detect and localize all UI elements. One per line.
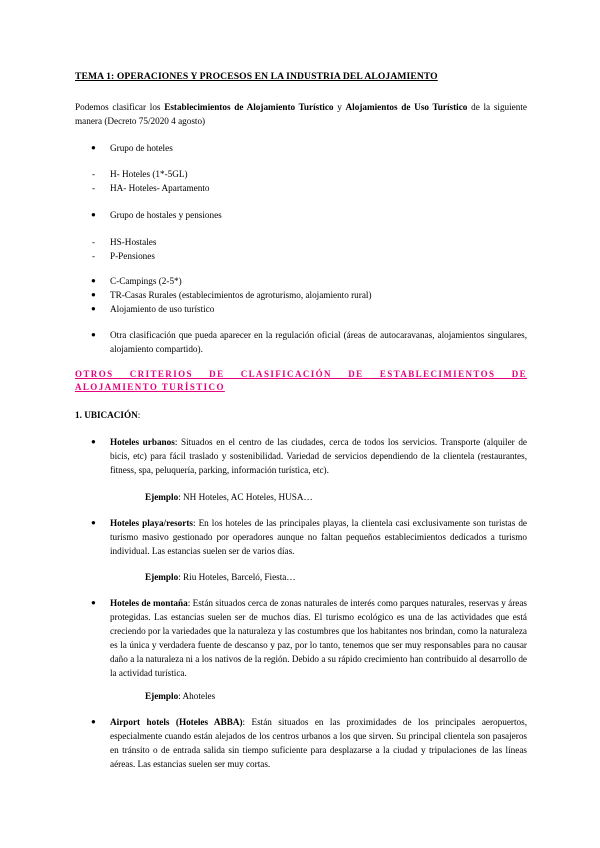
section-name: UBICACIÓN (84, 410, 138, 420)
list-item-label: TR-Casas Rurales (establecimientos de agroturismo, alojamiento rural) (110, 290, 372, 300)
bullet-icon: ● (91, 304, 96, 313)
example-line (145, 490, 313, 504)
item-term: Hoteles de montaña (110, 598, 188, 608)
bullet-icon: ● (91, 276, 96, 285)
example-label: Ejemplo (145, 691, 179, 701)
bullet-icon: ● (91, 437, 96, 446)
bullet-icon: ● (91, 330, 96, 339)
intro-bold-2: Alojamientos de Uso Turístico (345, 102, 468, 112)
section-heading (75, 408, 140, 422)
list-item-label: C-Campings (2-5*) (110, 276, 182, 286)
item-body (110, 435, 527, 477)
item-body (110, 516, 527, 558)
bullet-icon: ● (91, 518, 96, 527)
list-item-label: P-Pensiones (110, 251, 155, 261)
dash-icon: - (92, 169, 96, 179)
bullet-icon: ● (91, 143, 96, 152)
bullet-icon: ● (91, 598, 96, 607)
example-line (145, 689, 215, 703)
intro-paragraph (75, 100, 527, 128)
intro-bold-1: Establecimientos de Alojamiento Turístico (164, 102, 334, 112)
section-colon: : (137, 410, 141, 420)
item-text: : Están situados cerca de zonas naturales de interés como parques naturales, reservas y áreas protegidas. Las estancias suelen ser de muchos días. El turismo ecológico es una de las actividades que está creciendo por la variedades que la naturaleza y las costumbres que los habitantes nos brindan, como la naturaleza es la única y verdadera fuente de descanso y paz, por lo tanto, tenemos que ser muy responsables para no causar daño a la naturaleza ni a los nativos de la región. Debido a su rápido crecimiento han contribuido al desarrollo de la actividad turística. (110, 598, 528, 678)
item-body (110, 596, 527, 680)
list-item-label: HS-Hostales (110, 237, 157, 247)
list-item-label: H- Hoteles (1*-5GL) (110, 169, 188, 179)
example-label: Ejemplo (145, 572, 179, 582)
item-text: : Situados en el centro de las ciudades, cerca de todos los servicios. Transporte (alquiler de bicis, etc) para fácil traslado y sostenibilidad. Variedad de servicios dependiendo de la clientela (restaurantes, fitness, spa, peluquería, parking, información turística, etc). (110, 437, 527, 475)
bullet-icon: ● (91, 290, 96, 299)
list-item-label: Grupo de hostales y pensiones (110, 210, 222, 220)
dash-icon: - (92, 251, 96, 261)
item-term: Airport hotels (Hoteles ABBA) (110, 717, 243, 727)
intro-prefix: Podemos clasificar los (75, 102, 165, 112)
list-item-label: Alojamiento de uso turístico (110, 304, 215, 314)
list-item-label: Grupo de hoteles (110, 143, 173, 153)
item-term: Hoteles playa/resorts (110, 518, 193, 528)
page-title: TEMA 1: OPERACIONES Y PROCESOS EN LA INDUSTRIA DEL ALOJAMIENTO (75, 71, 438, 82)
intro-mid: y (333, 102, 346, 112)
dash-icon: - (92, 183, 96, 193)
bullet-icon: ● (91, 717, 96, 726)
bullet-icon: ● (91, 210, 96, 219)
item-text: : En los hoteles de las principales playas, la clientela casi exclusivamente son turistas de turismo masivo gestionado por operadores aunque no faltan pequeños establecimientos dedicados a turismo individual. Las estancias suelen ser de varios días. (110, 518, 527, 556)
example-text: : NH Hoteles, AC Hoteles, HUSA… (178, 492, 313, 502)
item-body (110, 715, 527, 771)
example-label: Ejemplo (145, 492, 179, 502)
criteria-heading: OTROS CRITERIOS DE CLASIFICACIÓN DE ESTABLECIMIENTOS DE ALOJAMIENTO TURÍSTICO (75, 369, 527, 392)
item-term: Hoteles urbanos (110, 437, 175, 447)
intro-suffix: de la siguiente manera (Decreto 75/2020 4 agosto) (75, 102, 527, 126)
list-item-label: HA- Hoteles- Apartamento (110, 183, 210, 193)
item-text: : Están situados en las proximidades de los principales aeropuertos, especialmente cuando están alejados de los centros urbanos a los que sirven. Su principal clientela son pasajeros en tránsito o de entrada salida sin tiempo suficiente para desplazarse a la ciudad y tripulaciones de las líneas aéreas. Las estancias suelen ser muy cortas. (110, 717, 527, 769)
example-text: : Riu Hoteles, Barceló, Fiesta… (178, 572, 296, 582)
section-number: 1. (75, 410, 85, 420)
example-line (145, 570, 296, 584)
list-item-label: Otra clasificación que pueda aparecer en la regulación oficial (áreas de autocaravanas, alojamientos singulares, alojamiento compartido). (110, 330, 527, 354)
example-text: : Ahoteles (178, 691, 216, 701)
dash-icon: - (92, 237, 96, 247)
